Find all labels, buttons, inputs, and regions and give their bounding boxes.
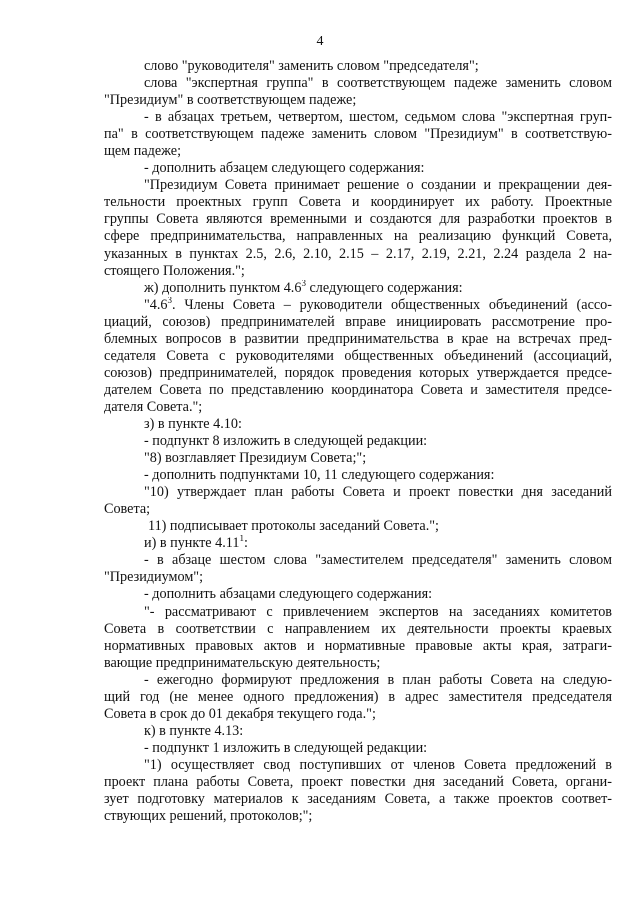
line-text-continued: следующего содержания: [305,279,463,296]
text-line [104,808,612,825]
text-line [104,535,612,552]
line-text: сфере предпринимательства, направленных на реализацию функций Совета, [104,228,612,245]
line-text: ж) дополнить пунктом 4.6 [144,279,302,296]
line-text: тельности проектных групп Совета и координирует их работу. Проектные [104,194,612,211]
line-text: - в абзацах третьем, четвертом, шестом, седьмом слова "экспертная груп- [144,109,612,126]
text-line [104,297,612,314]
text-line [104,774,612,791]
line-text: нормативных правовых актов и нормативные правовые акты края, затраги- [104,637,612,654]
line-text: "- рассматривают с привлечением экспертов на заседаниях комитетов [144,603,612,620]
text-line [104,757,612,774]
text-line [104,706,612,723]
text-line [104,638,612,655]
line-text: зует подготовку материалов к заседаниям Совета, а также проектов соответ- [104,791,612,808]
line-text: указанных в пунктах 2.5, 2.6, 2.10, 2.15 – 2.17, 2.19, 2.21, 2.24 раздела 2 на- [104,245,612,262]
line-text: - в абзаце шестом слова "заместителем председателя" заменить словом [144,552,612,569]
text-line [104,263,612,280]
line-text: блемных вопросов в развитии предпринимательства в крае на встречах пред- [104,330,612,347]
text-line [104,501,612,518]
line-text-continued: . Члены Совета – руководители общественных объединений (ассо- [172,296,612,313]
text-line [104,399,612,416]
text-line [104,723,612,740]
text-line [104,109,612,126]
text-line [104,689,612,706]
line-text: союзов) предпринимателей, порядок проведения которых утверждается предсе- [104,364,612,381]
text-line [104,604,612,621]
text-line [104,228,612,245]
text-line [104,672,612,689]
line-text: 11) подписывает протоколы заседаний Совета."; [148,518,439,535]
text-line [104,382,612,399]
text-line [104,75,612,92]
superscript: 1 [239,535,244,544]
text-line [104,621,612,638]
line-text: "4.6 [144,296,168,313]
text-line [104,58,612,75]
line-text: щий год (не менее одного предложения) в адрес заместителя председателя [104,688,612,705]
text-line [104,484,612,501]
line-text: "Президиум Совета принимает решение о создании и прекращении дея- [144,177,612,194]
line-text: - дополнить абзацами следующего содержания: [144,586,433,603]
line-text: - подпункт 1 изложить в следующей редакции: [144,739,428,756]
line-text: Совета; [104,501,151,518]
line-text: - дополнить абзацем следующего содержания: [144,160,425,177]
text-line [104,450,612,467]
text-line [104,586,612,603]
text-line [104,655,612,672]
text-line [104,518,612,535]
line-text: к) в пункте 4.13: [144,722,244,739]
line-text: и) в пункте 4.11 [144,535,240,552]
line-text: щем падеже; [104,143,182,160]
text-line [104,365,612,382]
line-text: дателем Совета по представлению координатора Совета и заместителя предсе- [104,381,612,398]
text-line [104,416,612,433]
page-number: 4 [316,34,324,49]
text-line [104,433,612,450]
line-text: циаций, союзов) предпринимателей вправе инициировать рассмотрение про- [104,313,612,330]
line-text: "Президиум" в соответствующем падеже; [104,92,357,109]
line-text: слово "руководителя" заменить словом "председателя"; [144,58,479,74]
line-text: - ежегодно формируют предложения в план работы Совета на следую- [144,671,612,688]
document-body [104,58,612,825]
text-line [104,569,612,586]
line-text: группы Совета являются временными и создаются для разработки проектов в [104,211,612,228]
text-line [104,791,612,808]
superscript: 3 [167,296,173,305]
line-text: вающие предпринимательскую деятельность; [104,654,381,671]
superscript: 3 [301,279,306,288]
line-text: "10) утверждает план работы Совета и проект повестки дня заседаний [144,484,612,501]
text-line [104,211,612,228]
line-text: стоящего Положения."; [104,262,245,279]
text-line [104,314,612,331]
text-line [104,160,612,177]
line-text: "8) возглавляет Президиум Совета;"; [144,450,367,467]
text-line [104,194,612,211]
line-text: седателя Совета с руководителями общественных объединений (ассоциаций, [104,347,612,364]
line-text: па" в соответствующем падеже заменить словом "Президиум" в соответствую- [104,126,612,143]
text-line [104,280,612,297]
text-line [104,348,612,365]
text-line [104,552,612,569]
line-text: з) в пункте 4.10: [144,415,242,432]
line-text: Совета в срок до 01 декабря текущего года."; [104,705,376,722]
line-text: проект плана работы Совета, проект повестки дня заседаний Совета, органи- [104,773,612,790]
text-line [104,126,612,143]
line-text: - дополнить подпунктами 10, 11 следующего содержания: [144,467,495,484]
line-text: Совета в соответствии с направлением их деятельности проекты краевых [104,620,612,637]
text-line [104,246,612,263]
line-text: "1) осуществляет свод поступивших от членов Совета предложений в [144,756,612,773]
text-line [104,467,612,484]
text-line [104,331,612,348]
line-text: ствующих решений, протоколов;"; [104,808,313,825]
line-text-continued: : [243,535,248,552]
line-text: - подпункт 8 изложить в следующей редакции: [144,433,428,450]
text-line [104,143,612,160]
text-line [104,740,612,757]
line-text: "Президиумом"; [104,569,204,586]
text-line [104,92,612,109]
line-text: дателя Совета."; [104,398,203,415]
line-text: слова "экспертная группа" в соответствующем падеже заменить словом [144,75,612,92]
text-line [104,177,612,194]
